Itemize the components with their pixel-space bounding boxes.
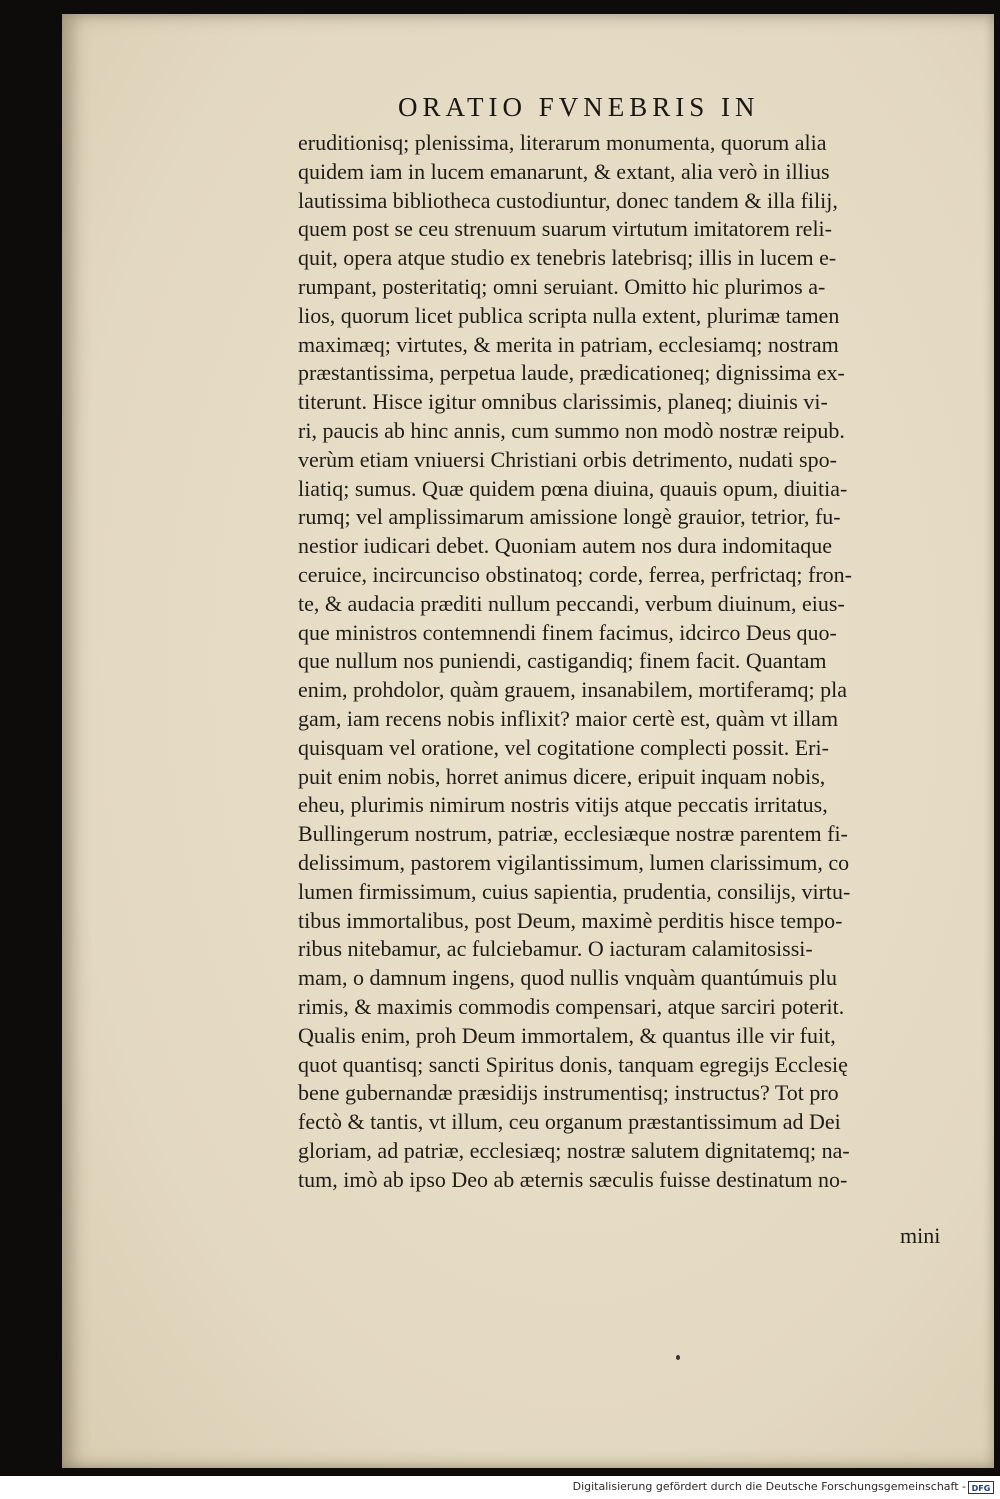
text-line: puit enim nobis, horret animus dicere, eripuit inquam nobis, [298, 763, 826, 789]
text-line: quisquam vel oratione, vel cogitatione complecti possit. Eri- [298, 734, 829, 760]
text-line: rumq; vel amplissimarum amissione longè grauior, tetrior, fu- [298, 504, 841, 530]
text-line: rimis, & maximis commodis compensari, atque sarciri poterit. [298, 993, 845, 1019]
body-text [298, 129, 958, 1194]
text-line: mam, o damnum ingens, quod nullis vnquàm quantúmuis plu [298, 965, 837, 991]
text-line: rumpant, posteritatiq; omni seruiant. Omitto hic plurimos a- [298, 273, 826, 299]
text-line: nestior iudicari debet. Quoniam autem nos dura indomitaque [298, 533, 832, 559]
text-line: eheu, plurimis nimirum nostris vitijs atque peccatis irritatus, [298, 792, 828, 818]
text-line: quit, opera atque studio ex tenebris latebrisq; illis in lucem e- [298, 245, 837, 271]
text-line: delissimum, pastorem vigilantissimum, lumen clarissimum, co [298, 849, 850, 875]
text-line: que nullum nos puniendi, castigandiq; finem facit. Quantam [298, 648, 827, 674]
text-line: tum, imò ab ipso Deo ab æternis sæculis fuisse destinatum no- [298, 1166, 848, 1192]
dfg-credit-text: Digitalisierung gefördert durch die Deutsche Forschungsgemeinschaft - [572, 1480, 966, 1493]
text-line: ribus nitebamur, ac fulciebamur. O iacturam calamitosissi- [298, 936, 813, 962]
text-line: gam, iam recens nobis inflixit? maior certè est, quàm vt illam [298, 705, 839, 731]
text-line: quot quantisq; sancti Spiritus donis, tanquam egregijs Ecclesię [298, 1051, 848, 1077]
text-line: Qualis enim, proh Deum immortalem, & quantus ille vir fuit, [298, 1022, 836, 1048]
text-line: quidem iam in lucem emanarunt, & extant, alia verò in illius [298, 158, 830, 184]
text-line: lautissima bibliotheca custodiuntur, donec tandem & illa filij, [298, 187, 838, 213]
text-line: lios, quorum licet publica scripta nulla extent, plurimæ tamen [298, 302, 840, 328]
text-line: bene gubernandæ præsidijs instrumentisq; instructus? Tot pro [298, 1080, 839, 1106]
text-line: lumen firmissimum, cuius sapientia, prudentia, consilijs, virtu- [298, 878, 851, 904]
running-head: ORATIO FVNEBRIS IN [398, 92, 760, 122]
text-line: ri, paucis ab hinc annis, cum summo non modò nostræ reipub. [298, 417, 845, 443]
dfg-logo: DFG [968, 1481, 994, 1494]
text-line: præstantissima, perpetua laude, prædicationeq; dignissima ex- [298, 360, 845, 386]
text-line: que ministros contemnendi finem facimus, idcirco Deus quo- [298, 619, 837, 645]
text-line: Bullingerum nostrum, patriæ, ecclesiæque nostræ parentem fi- [298, 821, 848, 847]
text-line: fectò & tantis, vt illum, ceu organum præstantissimum ad Dei [298, 1109, 841, 1135]
text-line: gloriam, ad patriæ, ecclesiæq; nostræ salutem dignitatemq; na- [298, 1137, 850, 1163]
text-line: enim, prohdolor, quàm grauem, insanabilem, mortiferamq; pla [298, 677, 847, 703]
text-line: quem post se ceu strenuum suarum virtutum imitatorem reli- [298, 216, 832, 242]
footer-bar [0, 1476, 1000, 1499]
catchword: mini [900, 1223, 941, 1248]
ink-speck [676, 1355, 680, 1360]
text-line: titerunt. Hisce igitur omnibus clarissimis, planeq; diuinis vi- [298, 389, 828, 415]
text-line: ceruice, incircunciso obstinatoq; corde, ferrea, perfrictaq; fron- [298, 561, 853, 587]
text-line: maximæq; virtutes, & merita in patriam, ecclesiamq; nostram [298, 331, 839, 357]
text-line: eruditionisq; plenissima, literarum monumenta, quorum alia [298, 130, 827, 155]
text-line: tibus immortalibus, post Deum, maximè perditis hisce tempo- [298, 907, 843, 933]
text-line: verùm etiam vniuersi Christiani orbis detrimento, nudati spo- [298, 446, 837, 472]
text-line: liatiq; sumus. Quæ quidem pœna diuina, quauis opum, diuitia- [298, 475, 848, 501]
text-line: te, & audacia præditi nullum peccandi, verbum diuinum, eius- [298, 590, 845, 616]
